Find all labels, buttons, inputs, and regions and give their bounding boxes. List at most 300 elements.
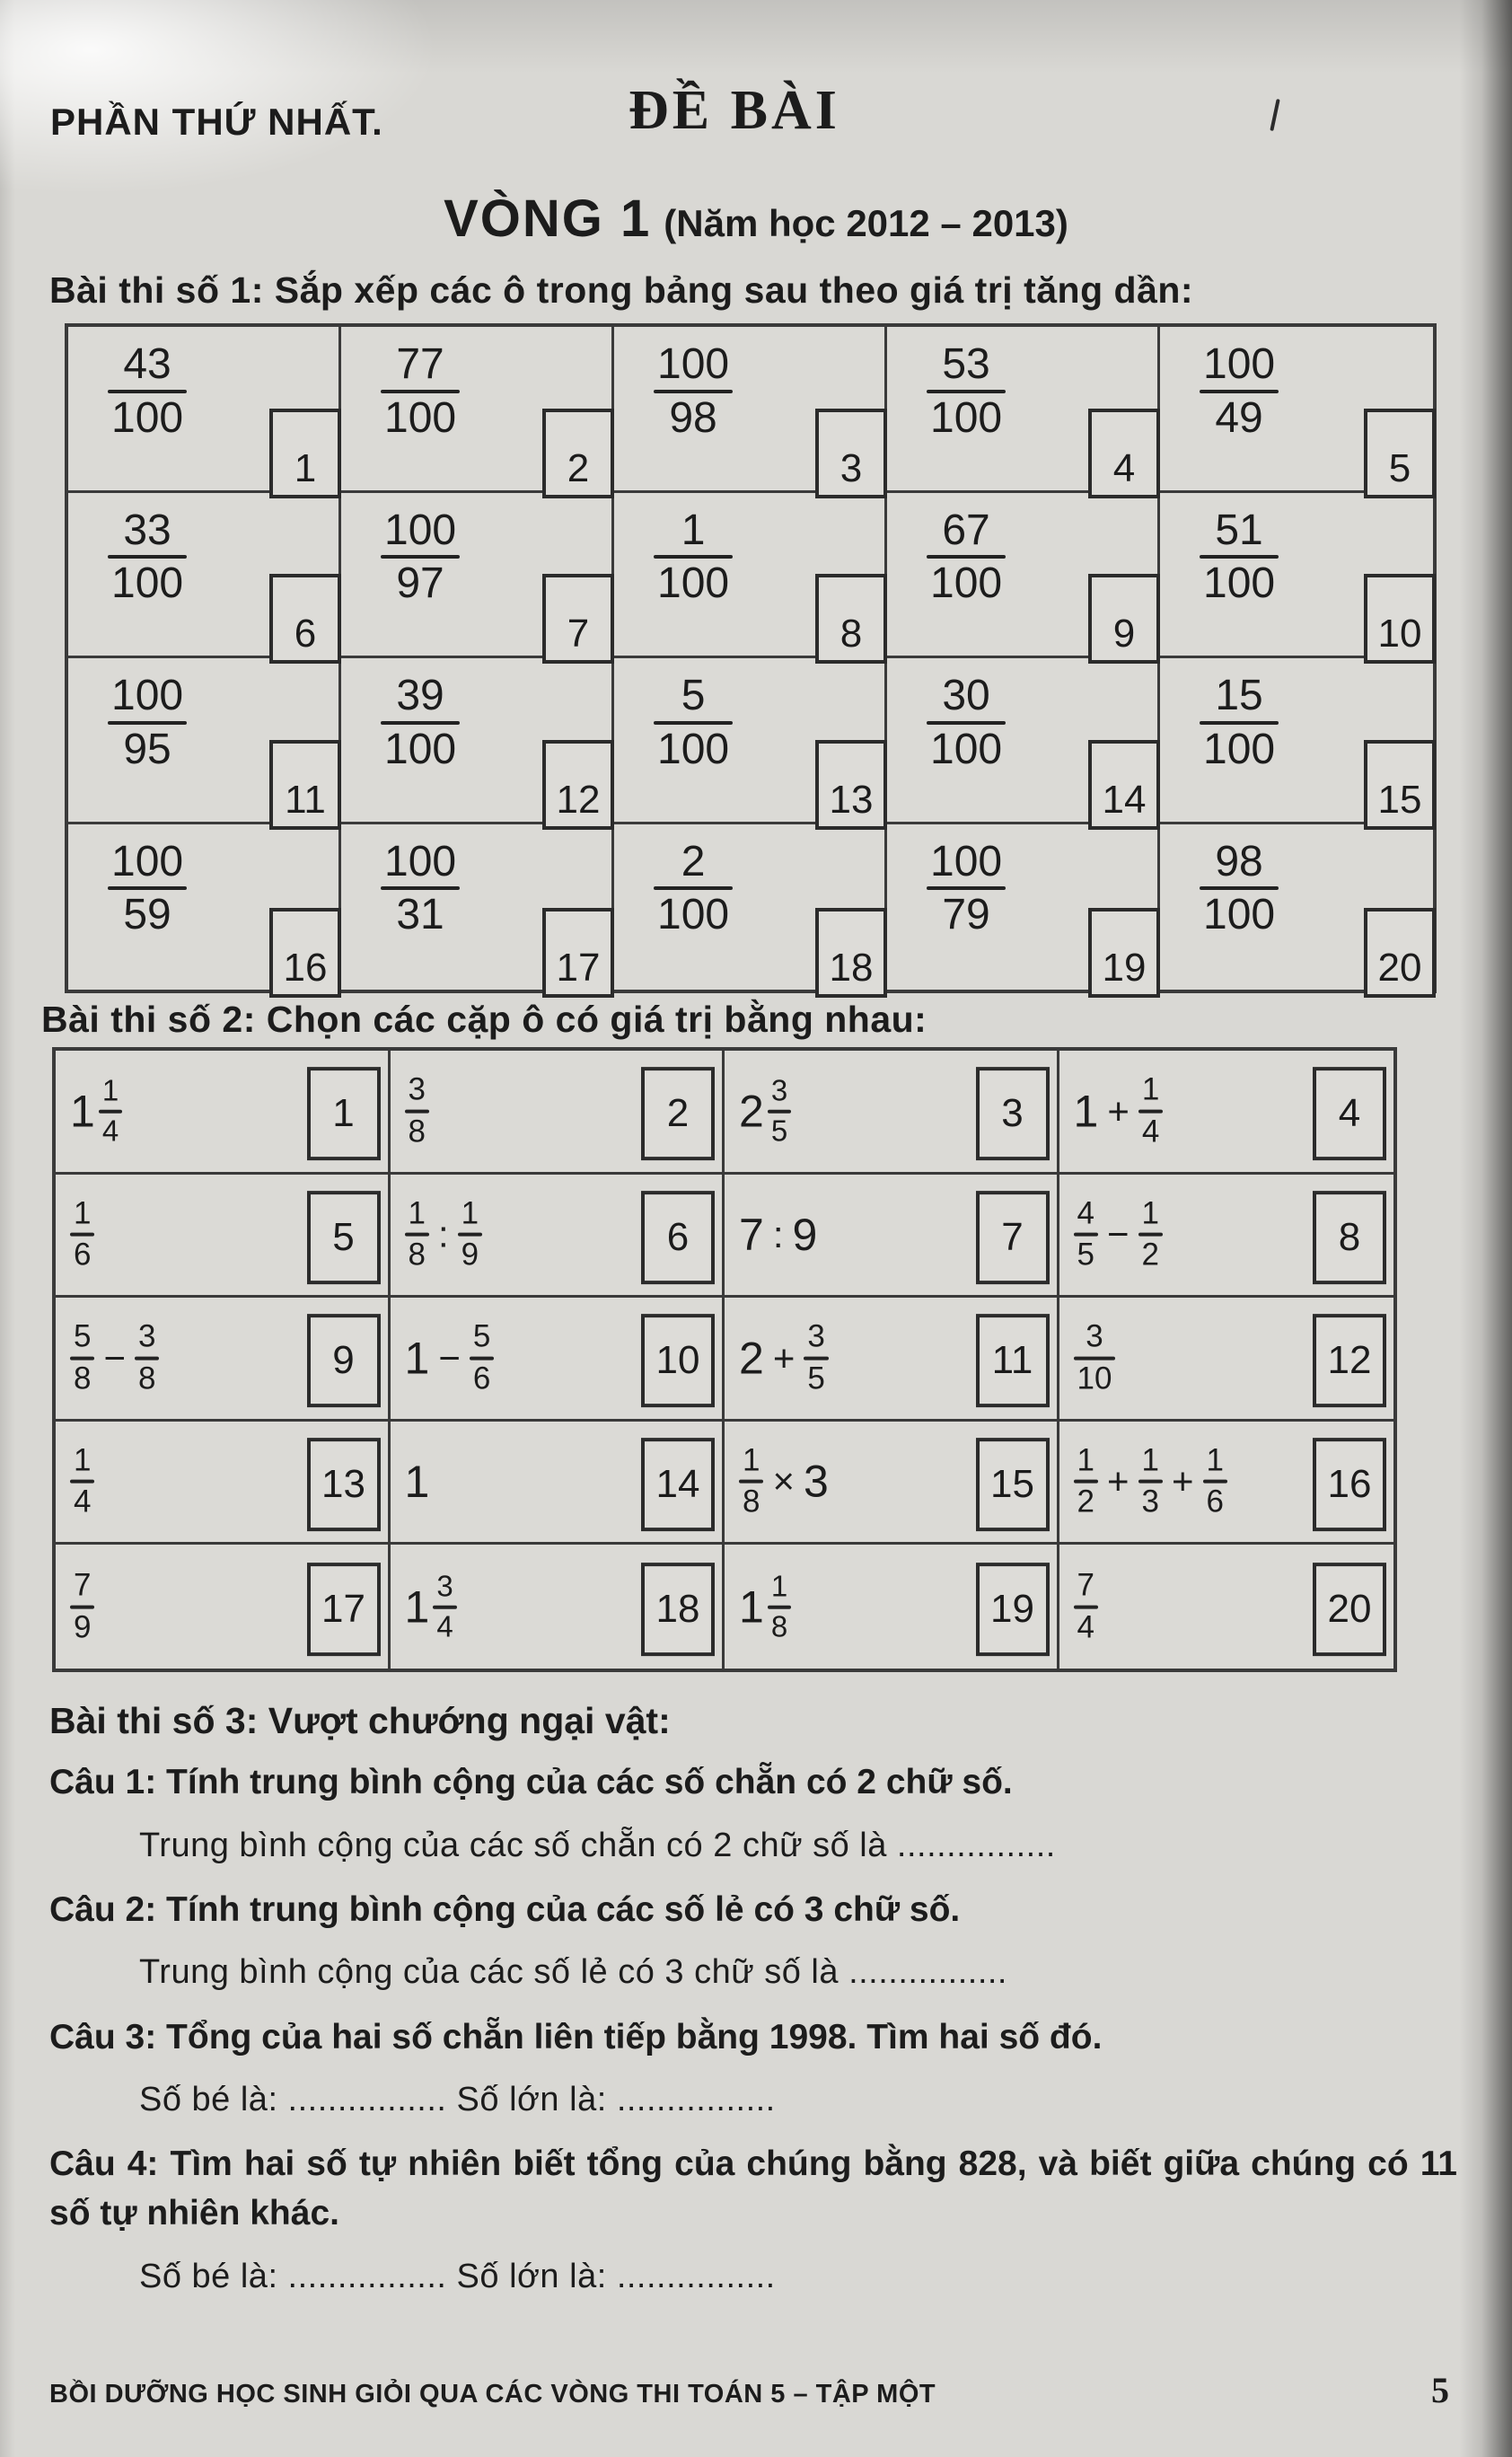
fraction-denominator: 100 [657, 559, 730, 608]
expression [1074, 1444, 1227, 1520]
fraction-numerator: 15 [1215, 672, 1263, 719]
fraction-bar [654, 390, 733, 393]
bai1-table-cell-10 [1160, 493, 1433, 659]
answer-order-box-8[interactable]: 8 [815, 574, 887, 664]
fraction-numerator: 1 [101, 1073, 119, 1107]
fraction [381, 839, 460, 939]
fraction [1138, 1444, 1163, 1520]
fraction-bar [135, 1356, 159, 1360]
bai1-table-cell-13 [614, 658, 887, 824]
page-title: ĐỀ BÀI [629, 80, 840, 141]
fraction [927, 507, 1006, 608]
fraction [381, 507, 460, 608]
whole-number: 9 [792, 1209, 818, 1260]
bai2-table-cell-5 [56, 1175, 391, 1299]
expression [405, 1197, 483, 1273]
bai1-table-cell-5 [1160, 327, 1433, 493]
whole-number: 1 [404, 1333, 430, 1384]
fraction-numerator: 1 [743, 1442, 760, 1478]
whole-number: 1 [739, 1581, 764, 1633]
answer-order-box-16[interactable]: 16 [269, 908, 341, 998]
expression [70, 1444, 94, 1520]
fraction-bar [381, 555, 460, 559]
fraction-bar [927, 390, 1006, 393]
whole-number: 2 [739, 1333, 764, 1384]
expression [1074, 1197, 1163, 1273]
fraction-denominator: 100 [384, 725, 457, 773]
fraction-denominator: 4 [74, 1484, 92, 1520]
fraction-denominator: 6 [1206, 1484, 1224, 1520]
fraction-numerator: 4 [1077, 1195, 1094, 1231]
answer-order-box-19[interactable]: 19 [976, 1563, 1050, 1656]
fraction-numerator: 7 [1077, 1567, 1094, 1603]
fraction-denominator: 6 [74, 1237, 92, 1273]
fraction-numerator: 2 [681, 837, 706, 885]
whole-number: 1 [70, 1086, 95, 1137]
fraction-denominator: 100 [657, 725, 730, 773]
fraction-numerator: 100 [111, 837, 184, 885]
fraction-denominator: 4 [1077, 1609, 1094, 1645]
expression [70, 1197, 94, 1273]
expression [739, 1320, 829, 1396]
expression [405, 1073, 429, 1149]
fraction [405, 1073, 429, 1149]
fraction-numerator: 100 [384, 506, 457, 554]
expression [739, 1209, 818, 1260]
answer-order-box-5[interactable]: 5 [307, 1191, 381, 1284]
fraction-numerator: 5 [74, 1319, 92, 1355]
fraction-denominator: 100 [1203, 559, 1276, 608]
fraction [654, 507, 733, 608]
fraction-bar [654, 886, 733, 890]
fraction-bar [927, 886, 1006, 890]
answer-order-box-10[interactable]: 10 [1364, 574, 1436, 664]
question-3-answer-line[interactable]: Số bé là: ................ Số lớn là: ................ [139, 2081, 776, 2119]
answer-order-box-1[interactable]: 1 [307, 1067, 381, 1160]
answer-order-box-2[interactable]: 2 [641, 1067, 715, 1160]
question-2 [49, 1886, 1457, 1935]
fraction [99, 1075, 122, 1148]
bai1-table-cell-15 [1160, 658, 1433, 824]
fraction-bar [768, 1109, 791, 1113]
fraction-numerator: 100 [384, 837, 457, 885]
bai2-expression-table [52, 1047, 1397, 1672]
fraction-bar [108, 721, 187, 725]
expression [405, 1320, 495, 1396]
bai1-table-cell-7 [341, 493, 614, 659]
fraction-bar [70, 1480, 94, 1484]
whole-number: 1 [404, 1457, 430, 1508]
bai1-table-cell-20 [1160, 824, 1433, 991]
whole-number: 1 [1073, 1086, 1099, 1137]
fraction [1200, 341, 1279, 442]
bai1-table-cell-2 [341, 327, 614, 493]
expression [70, 1075, 122, 1148]
fraction-denominator: 100 [1203, 725, 1276, 773]
question-3-label: Câu 3: [49, 2017, 157, 2056]
fraction [1074, 1444, 1098, 1520]
answer-order-box-9[interactable]: 9 [1088, 574, 1160, 664]
answer-order-box-16[interactable]: 16 [1313, 1438, 1386, 1531]
fraction-bar [1074, 1356, 1116, 1360]
fraction-denominator: 59 [123, 891, 171, 939]
bai3-heading: Bài thi số 3: Vượt chướng ngại vật: [49, 1700, 671, 1741]
fraction [135, 1320, 159, 1396]
bai2-table-cell-15 [725, 1422, 1059, 1546]
fraction [927, 341, 1006, 442]
fraction [927, 673, 1006, 773]
fraction [1074, 1569, 1098, 1645]
question-2-answer-line[interactable]: Trung bình cộng của các số lẻ có 3 chữ số là ................ [139, 1953, 1007, 1992]
fraction-numerator: 3 [436, 1569, 453, 1603]
fraction-bar [927, 721, 1006, 725]
answer-order-box-7[interactable]: 7 [976, 1191, 1050, 1284]
answer-order-box-5[interactable]: 5 [1364, 409, 1436, 498]
fraction [470, 1320, 494, 1396]
fraction [654, 839, 733, 939]
bai2-table-cell-6 [391, 1175, 725, 1299]
answer-order-box-12[interactable]: 12 [1313, 1315, 1386, 1408]
fraction-numerator: 1 [1206, 1442, 1224, 1478]
fraction [1074, 1320, 1116, 1396]
fraction [70, 1569, 94, 1645]
answer-order-box-4[interactable]: 4 [1088, 409, 1160, 498]
expression [739, 1075, 791, 1148]
bai1-table-cell-18 [614, 824, 887, 991]
fraction-bar [70, 1356, 94, 1360]
fraction-denominator: 9 [461, 1237, 479, 1273]
fraction-denominator: 100 [111, 559, 184, 608]
question-2-text: Tính trung bình cộng của các số lẻ có 3 chữ số. [166, 1889, 961, 1929]
fraction-numerator: 67 [942, 506, 990, 554]
bai1-table-cell-14 [887, 658, 1160, 824]
whole-number: 3 [804, 1457, 829, 1508]
bai1-table-cell-8 [614, 493, 887, 659]
round-name: VÒNG 1 [444, 189, 652, 248]
answer-order-box-4[interactable]: 4 [1313, 1067, 1386, 1160]
fraction-bar [381, 390, 460, 393]
fraction-bar [381, 886, 460, 890]
fraction [108, 673, 187, 773]
fraction-denominator: 8 [138, 1361, 156, 1396]
answer-order-box-13[interactable]: 13 [815, 740, 887, 830]
fraction-denominator: 8 [408, 1114, 426, 1149]
fraction [381, 673, 460, 773]
fraction-numerator: 1 [1141, 1442, 1159, 1478]
answer-order-box-8[interactable]: 8 [1313, 1191, 1386, 1284]
fraction [739, 1444, 763, 1520]
bai2-table-cell-7 [725, 1175, 1059, 1299]
bai2-table-cell-11 [725, 1298, 1059, 1422]
part-label: PHẦN THỨ NHẤT. [50, 101, 383, 143]
fraction-bar [433, 1605, 456, 1608]
fraction-denominator: 10 [1077, 1361, 1112, 1396]
whole-number: 1 [404, 1581, 430, 1633]
fraction [433, 1571, 456, 1643]
question-4-answer-line[interactable]: Số bé là: ................ Số lớn là: ................ [139, 2257, 776, 2295]
expression [1074, 1073, 1164, 1149]
fraction-numerator: 7 [74, 1567, 92, 1603]
expression [404, 1457, 430, 1508]
fraction [108, 839, 187, 939]
fraction-bar [108, 886, 187, 890]
operator: + [772, 1336, 796, 1379]
fraction-numerator: 1 [74, 1195, 92, 1231]
bai2-table-cell-3 [725, 1051, 1059, 1175]
fraction-denominator: 100 [930, 559, 1003, 608]
answer-order-box-3[interactable]: 3 [976, 1067, 1050, 1160]
fraction-bar [108, 390, 187, 393]
fraction [381, 341, 460, 442]
operator: + [1106, 1460, 1130, 1503]
fraction-denominator: 100 [930, 725, 1003, 773]
fraction-denominator: 100 [111, 393, 184, 442]
round-subtitle: (Năm học 2012 – 2013) [664, 202, 1068, 244]
fraction-denominator: 8 [408, 1237, 426, 1273]
fraction-bar [1203, 1480, 1227, 1484]
fraction-numerator: 98 [1215, 837, 1263, 885]
answer-order-box-19[interactable]: 19 [1088, 908, 1160, 998]
fraction-denominator: 97 [396, 559, 444, 608]
fraction-bar [108, 555, 187, 559]
fraction [70, 1320, 94, 1396]
fraction-bar [458, 1233, 482, 1237]
answer-order-box-12[interactable]: 12 [542, 740, 614, 830]
fraction-numerator: 100 [111, 672, 184, 719]
question-1 [49, 1758, 1457, 1808]
fraction-bar [1200, 886, 1279, 890]
fraction-numerator: 100 [930, 837, 1003, 885]
answer-order-box-17[interactable]: 17 [542, 908, 614, 998]
fraction-denominator: 31 [396, 891, 444, 939]
fraction [1138, 1073, 1163, 1149]
fraction-numerator: 3 [807, 1319, 825, 1355]
page-number: 5 [1431, 2370, 1449, 2410]
fraction-denominator: 79 [942, 891, 990, 939]
fraction-numerator: 1 [1141, 1195, 1159, 1231]
answer-order-box-14[interactable]: 14 [641, 1438, 715, 1531]
answer-order-box-6[interactable]: 6 [269, 574, 341, 664]
answer-order-box-15[interactable]: 15 [1364, 740, 1436, 830]
answer-order-box-14[interactable]: 14 [1088, 740, 1160, 830]
fraction [1138, 1197, 1163, 1273]
fraction-numerator: 30 [942, 672, 990, 719]
bai2-heading: Bài thi số 2: Chọn các cặp ô có giá trị bằng nhau: [41, 999, 927, 1040]
fraction [1200, 673, 1279, 773]
footer-book-title: BỒI DƯỠNG HỌC SINH GIỎI QUA CÁC VÒNG THI TOÁN 5 – TẬP MỘT [49, 2380, 936, 2409]
answer-order-box-2[interactable]: 2 [542, 409, 614, 498]
question-4-text: Tìm hai số tự nhiên biết tổng của chúng bằng 828, và biết giữa chúng có 11 số tự nhiên khác. [49, 2144, 1457, 2232]
answer-order-box-17[interactable]: 17 [307, 1563, 381, 1656]
bai2-table-cell-10 [391, 1298, 725, 1422]
bai2-table-cell-1 [56, 1051, 391, 1175]
question-4-label: Câu 4: [49, 2144, 159, 2184]
operator: : [772, 1212, 784, 1255]
fraction-bar [1074, 1480, 1098, 1484]
fraction-bar [654, 555, 733, 559]
answer-order-box-18[interactable]: 18 [641, 1563, 715, 1656]
bai1-table-cell-3 [614, 327, 887, 493]
whole-number: 7 [739, 1209, 764, 1260]
expression [1074, 1569, 1098, 1645]
answer-order-box-15[interactable]: 15 [976, 1438, 1050, 1531]
fraction [1074, 1197, 1098, 1273]
fraction-denominator: 3 [1141, 1484, 1159, 1520]
fraction-bar [654, 721, 733, 725]
fraction-numerator: 1 [461, 1195, 479, 1231]
fraction [405, 1197, 429, 1273]
bai2-table-cell-9 [56, 1298, 391, 1422]
fraction-numerator: 100 [657, 340, 730, 388]
bai1-heading: Bài thi số 1: Sắp xếp các ô trong bảng sau theo giá trị tăng dần: [49, 269, 1194, 311]
question-3 [49, 2013, 1457, 2063]
fraction-denominator: 8 [770, 1609, 788, 1643]
bai2-table-cell-12 [1059, 1298, 1394, 1422]
fraction [654, 341, 733, 442]
fraction-denominator: 4 [436, 1609, 453, 1643]
fraction-bar [1200, 390, 1279, 393]
answer-order-box-6[interactable]: 6 [641, 1191, 715, 1284]
fraction-denominator: 2 [1141, 1237, 1159, 1273]
question-4 [49, 2140, 1457, 2238]
answer-order-box-20[interactable]: 20 [1313, 1563, 1386, 1656]
answer-order-box-20[interactable]: 20 [1364, 908, 1436, 998]
bai1-table-cell-11 [68, 658, 341, 824]
fraction-numerator: 1 [74, 1442, 92, 1478]
question-1-label: Câu 1: [49, 1763, 157, 1801]
fraction-numerator: 3 [138, 1319, 156, 1355]
answer-order-box-11[interactable]: 11 [269, 740, 341, 830]
fraction-bar [70, 1233, 94, 1237]
fraction-numerator: 33 [123, 506, 171, 554]
fraction-denominator: 9 [74, 1609, 92, 1645]
fraction [1200, 507, 1279, 608]
bai1-table-cell-19 [887, 824, 1160, 991]
fraction-bar [99, 1109, 122, 1113]
operator: × [772, 1460, 795, 1503]
bai2-table-cell-2 [391, 1051, 725, 1175]
fraction-numerator: 5 [472, 1319, 491, 1355]
bai2-table-cell-8 [1059, 1175, 1394, 1299]
expression [739, 1444, 829, 1520]
fraction-numerator: 53 [942, 340, 990, 388]
fraction-denominator: 4 [1141, 1114, 1160, 1149]
question-1-text: Tính trung bình cộng của các số chẵn có 2 chữ số. [166, 1763, 1013, 1801]
fraction-denominator: 100 [657, 891, 730, 939]
fraction [108, 507, 187, 608]
fraction-numerator: 100 [1203, 340, 1276, 388]
fraction [1203, 1444, 1227, 1520]
fraction-bar [927, 555, 1006, 559]
bai2-table-cell-20 [1059, 1545, 1394, 1669]
bai2-table-cell-17 [56, 1545, 391, 1669]
fraction [458, 1197, 482, 1273]
operator: − [438, 1336, 461, 1379]
fraction-numerator: 5 [681, 672, 706, 719]
fraction-denominator: 49 [1215, 393, 1263, 442]
expression [70, 1569, 94, 1645]
fraction [70, 1444, 94, 1520]
fraction [927, 839, 1006, 939]
answer-order-box-11[interactable]: 11 [976, 1315, 1050, 1408]
page-footer [49, 2369, 1449, 2411]
question-1-answer-line[interactable]: Trung bình cộng của các số chẵn có 2 chữ số là ................ [139, 1826, 1056, 1864]
bai1-table-cell-16 [68, 824, 341, 991]
fraction-bar [1074, 1605, 1098, 1608]
bai1-fraction-table [65, 323, 1437, 993]
answer-order-box-9[interactable]: 9 [307, 1315, 381, 1408]
bai1-table-cell-9 [887, 493, 1160, 659]
answer-order-box-3[interactable]: 3 [815, 409, 887, 498]
fraction-numerator: 1 [681, 506, 706, 554]
fraction-numerator: 1 [1077, 1442, 1094, 1478]
expression [70, 1320, 159, 1396]
fraction [654, 673, 733, 773]
fraction-numerator: 1 [770, 1569, 788, 1603]
fraction-numerator: 43 [123, 340, 171, 388]
answer-order-box-18[interactable]: 18 [815, 908, 887, 998]
fraction-bar [1138, 1109, 1163, 1113]
fraction-denominator: 5 [1077, 1237, 1094, 1273]
fraction-bar [1138, 1233, 1163, 1237]
fraction-denominator: 6 [472, 1361, 491, 1396]
fraction-denominator: 4 [101, 1114, 119, 1148]
fraction-denominator: 95 [123, 725, 171, 773]
answer-order-box-13[interactable]: 13 [307, 1438, 381, 1531]
operator: + [1171, 1460, 1194, 1503]
fraction-denominator: 100 [930, 393, 1003, 442]
fraction-numerator: 3 [1086, 1319, 1103, 1355]
fraction-numerator: 51 [1215, 506, 1263, 554]
expression [1074, 1320, 1116, 1396]
fraction [768, 1075, 791, 1148]
fraction [804, 1320, 828, 1396]
fraction-bar [405, 1109, 429, 1113]
fraction-numerator: 3 [408, 1071, 426, 1107]
fraction [1200, 839, 1279, 939]
bai1-table-cell-4 [887, 327, 1160, 493]
fraction-denominator: 100 [384, 393, 457, 442]
answer-order-box-10[interactable]: 10 [641, 1315, 715, 1408]
bai2-table-cell-18 [391, 1545, 725, 1669]
fraction [108, 341, 187, 442]
bai2-table-cell-19 [725, 1545, 1059, 1669]
bai1-table-cell-1 [68, 327, 341, 493]
bai1-table-cell-6 [68, 493, 341, 659]
question-3-text: Tổng của hai số chẵn liên tiếp bằng 1998. Tìm hai số đó. [166, 2017, 1103, 2056]
fraction-bar [470, 1356, 494, 1360]
fraction-bar [381, 721, 460, 725]
fraction [70, 1197, 94, 1273]
operator: : [437, 1212, 449, 1255]
fraction-bar [405, 1233, 429, 1237]
round-title-row [0, 189, 1512, 249]
operator: + [1107, 1089, 1130, 1132]
fraction-denominator: 8 [743, 1484, 760, 1520]
fraction-bar [1200, 721, 1279, 725]
bai2-table-cell-13 [56, 1422, 391, 1546]
fraction-denominator: 98 [669, 393, 717, 442]
fraction-numerator: 77 [396, 340, 444, 388]
fraction-bar [1200, 555, 1279, 559]
scan-artifact-mark [1270, 99, 1279, 131]
bai3-section [49, 1700, 1457, 2301]
bai2-table-cell-14 [391, 1422, 725, 1546]
answer-order-box-7[interactable]: 7 [542, 574, 614, 664]
fraction-numerator: 39 [396, 672, 444, 719]
operator: − [1106, 1212, 1130, 1255]
answer-order-box-1[interactable]: 1 [269, 409, 341, 498]
